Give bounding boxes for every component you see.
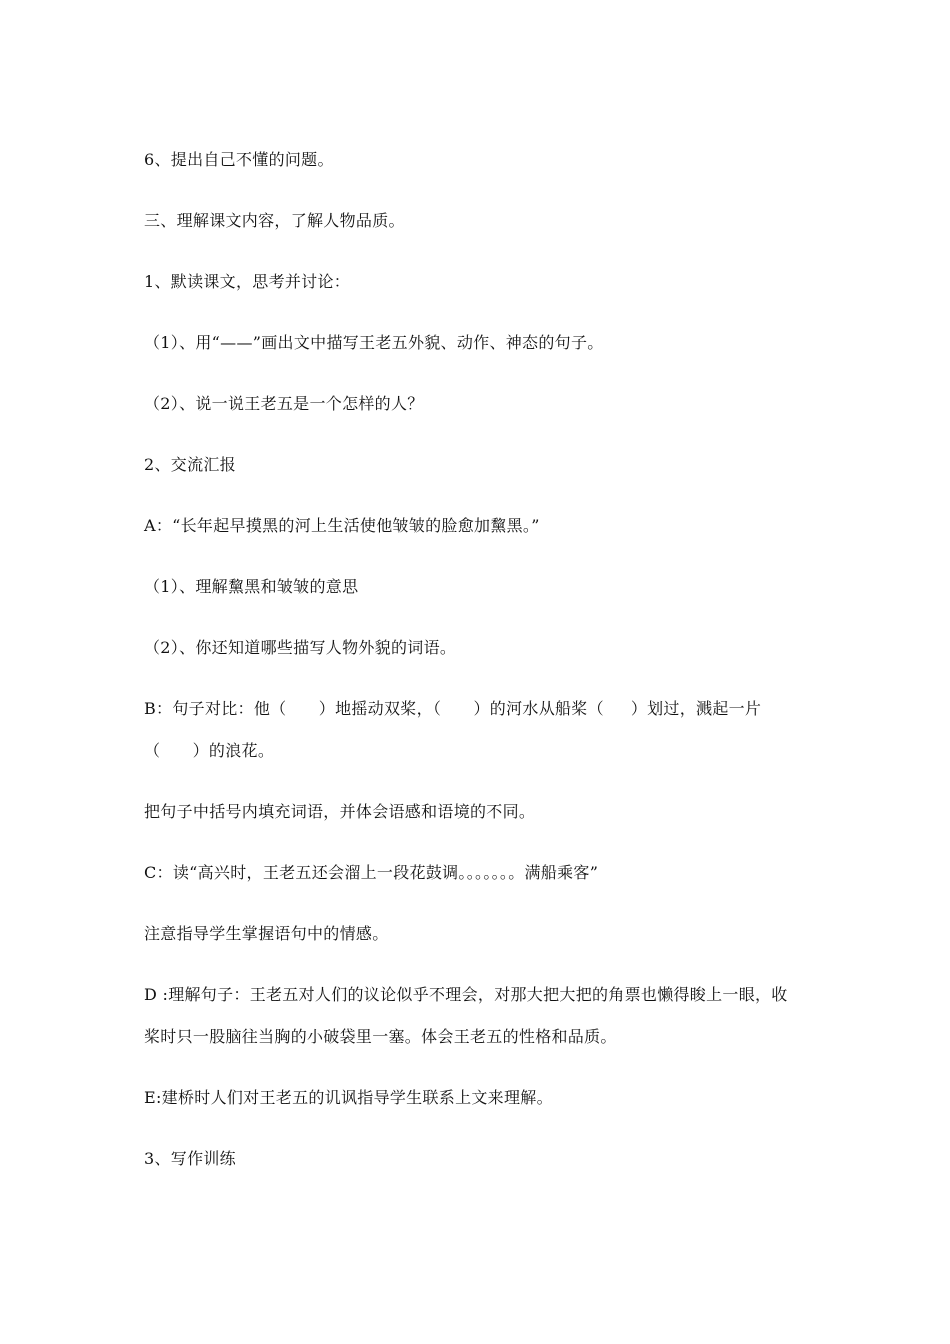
item-1-silent-reading: 1、默读课文，思考并讨论：	[144, 272, 351, 291]
point-e-sentence: E:建桥时人们对王老五的讥讽指导学生联系上文来理解。	[144, 1088, 553, 1107]
item-3-writing: 3、写作训练	[144, 1149, 236, 1168]
point-b-sentence-cont: （ ）的浪花。	[144, 741, 275, 760]
point-a-quote: A：“长年起早摸黑的河上生活使他皱皱的脸愈加黧黑。”	[144, 516, 540, 535]
point-c-reading: C：读“高兴时，王老五还会溜上一段花鼓调。。。。。。。满船乘客”	[144, 863, 599, 882]
point-b-sentence: B：句子对比：他（ ）地摇动双桨，（ ）的河水从船桨（ ）划过，溅起一片	[144, 699, 762, 718]
section-3-heading: 三、理解课文内容，了解人物品质。	[144, 211, 405, 230]
point-a-sub-2: （2）、你还知道哪些描写人物外貌的词语。	[144, 638, 457, 657]
item-6-raise-questions: 6、提出自己不懂的问题。	[144, 150, 334, 169]
sub-item-2-describe: （2）、说一说王老五是一个怎样的人？	[144, 394, 424, 413]
point-a-sub-1: （1）、理解黧黑和皱皱的意思	[144, 577, 359, 596]
point-d-sentence: D :理解句子：王老五对人们的议论似乎不理会，对那大把大把的角票也懒得睃上一眼，收	[144, 985, 788, 1004]
point-b-instruction: 把句子中括号内填充词语，并体会语感和语境的不同。	[144, 802, 536, 821]
item-2-report: 2、交流汇报	[144, 455, 236, 474]
point-c-instruction: 注意指导学生掌握语句中的情感。	[144, 924, 389, 943]
sub-item-1-underline: （1）、用“——”画出文中描写王老五外貌、动作、神态的句子。	[144, 333, 604, 352]
point-d-sentence-cont: 桨时只一股脑往当胸的小破袋里一塞。体会王老五的性格和品质。	[144, 1027, 617, 1046]
